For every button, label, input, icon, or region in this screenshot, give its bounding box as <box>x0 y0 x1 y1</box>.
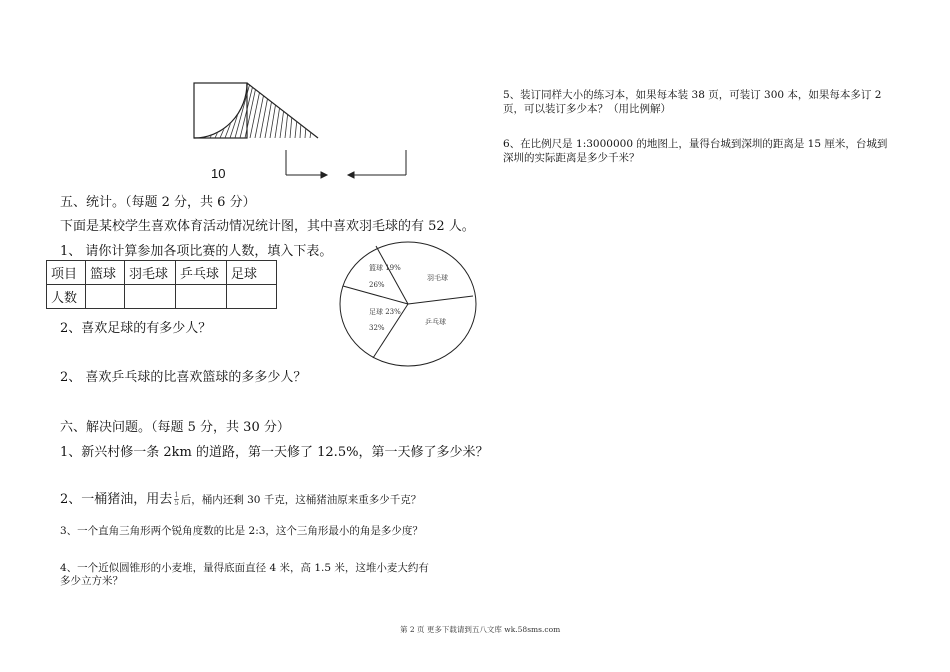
figure-label: 10 <box>211 166 226 181</box>
pie-slice-sublabel: 32% <box>369 324 385 332</box>
fraction <box>174 492 178 507</box>
table-header-cell: 乒乓球 <box>176 261 227 285</box>
shaded-region <box>200 83 311 138</box>
section6-title: 六、解决问题。（每题 5 分，共 30 分） <box>60 420 290 435</box>
right-q5-line1: 5、装订同样大小的练习本，如果每本装 38 页，可装订 300 本，如果每本多订 2 <box>503 89 882 101</box>
table-header-cell: 足球 <box>227 261 277 285</box>
table-row-label: 人数 <box>47 285 86 309</box>
right-q6-line2: 深圳的实际距离是多少千米？ <box>503 152 640 164</box>
section5-q2: 2、喜欢足球的有多少人？ <box>60 321 212 336</box>
q2-text-pre: 2、一桶猪油，用去 <box>60 492 173 507</box>
section5-q3: 2、 喜欢乒乓球的比喜欢篮球的多多少人？ <box>60 370 307 385</box>
table-header-cell: 羽毛球 <box>125 261 176 285</box>
stats-table <box>46 260 277 309</box>
square-outline <box>194 83 247 138</box>
section6-q4-line1: 4、一个近似圆锥形的小麦堆，量得底面直径 4 米，高 1.5 米，这堆小麦大约有 <box>60 562 429 574</box>
right-q6-line1: 6、在比例尺是 1:3000000 的地图上，量得台城到深圳的距离是 15 厘米，台城到 <box>503 138 888 150</box>
section6-q3: 3、一个直角三角形两个锐角度数的比是 2:3，这个三角形最小的角是多少度？ <box>60 525 423 537</box>
pie-divider <box>376 246 408 304</box>
table-header-cell: 项目 <box>47 261 86 285</box>
table-row <box>47 261 277 285</box>
dimension-arrows <box>286 150 406 178</box>
pie-divider <box>408 296 473 304</box>
pie-slice-label: 羽毛球 <box>427 274 448 282</box>
pie-slice-label: 乒乓球 <box>425 318 446 326</box>
page-footer: 第 2 页 更多下载请到五八文库 wk.58sms.com <box>400 625 561 634</box>
section5-q1: 1、 请你计算参加各项比赛的人数，填入下表。 <box>60 244 333 259</box>
pie-slice-label: 足球 23% <box>369 308 401 316</box>
section5-intro: 下面是某校学生喜欢体育活动情况统计图，其中喜欢羽毛球的有 52 人。 <box>60 219 475 234</box>
table-empty-cell[interactable] <box>125 285 176 309</box>
pie-slice-sublabel: 26% <box>369 281 385 289</box>
pie-chart <box>335 238 485 378</box>
fraction-denominator: 5 <box>174 499 179 507</box>
quarter-arc <box>194 83 247 138</box>
table-empty-cell[interactable] <box>86 285 125 309</box>
section6-q1: 1、新兴村修一条 2km 的道路，第一天修了 12.5%，第一天修了多少米？ <box>60 445 489 460</box>
pie-slice-label: 篮球 19% <box>369 264 401 272</box>
table-row <box>47 285 277 309</box>
triangle-hypotenuse <box>247 83 318 138</box>
table-empty-cell[interactable] <box>227 285 277 309</box>
section6-q2 <box>60 488 421 507</box>
table-empty-cell[interactable] <box>176 285 227 309</box>
table-header-cell: 篮球 <box>86 261 125 285</box>
right-q5-line2: 页，可以装订多少本？（用比例解） <box>503 103 671 115</box>
section5-title: 五、统计。（每题 2 分，共 6 分） <box>60 195 256 210</box>
section6-q4-line2: 多少立方米？ <box>60 575 123 587</box>
q2-text-post: 后，桶内还剩 30 千克，这桶猪油原来重多少千克？ <box>180 494 422 506</box>
fraction-numerator: 1 <box>174 491 179 499</box>
